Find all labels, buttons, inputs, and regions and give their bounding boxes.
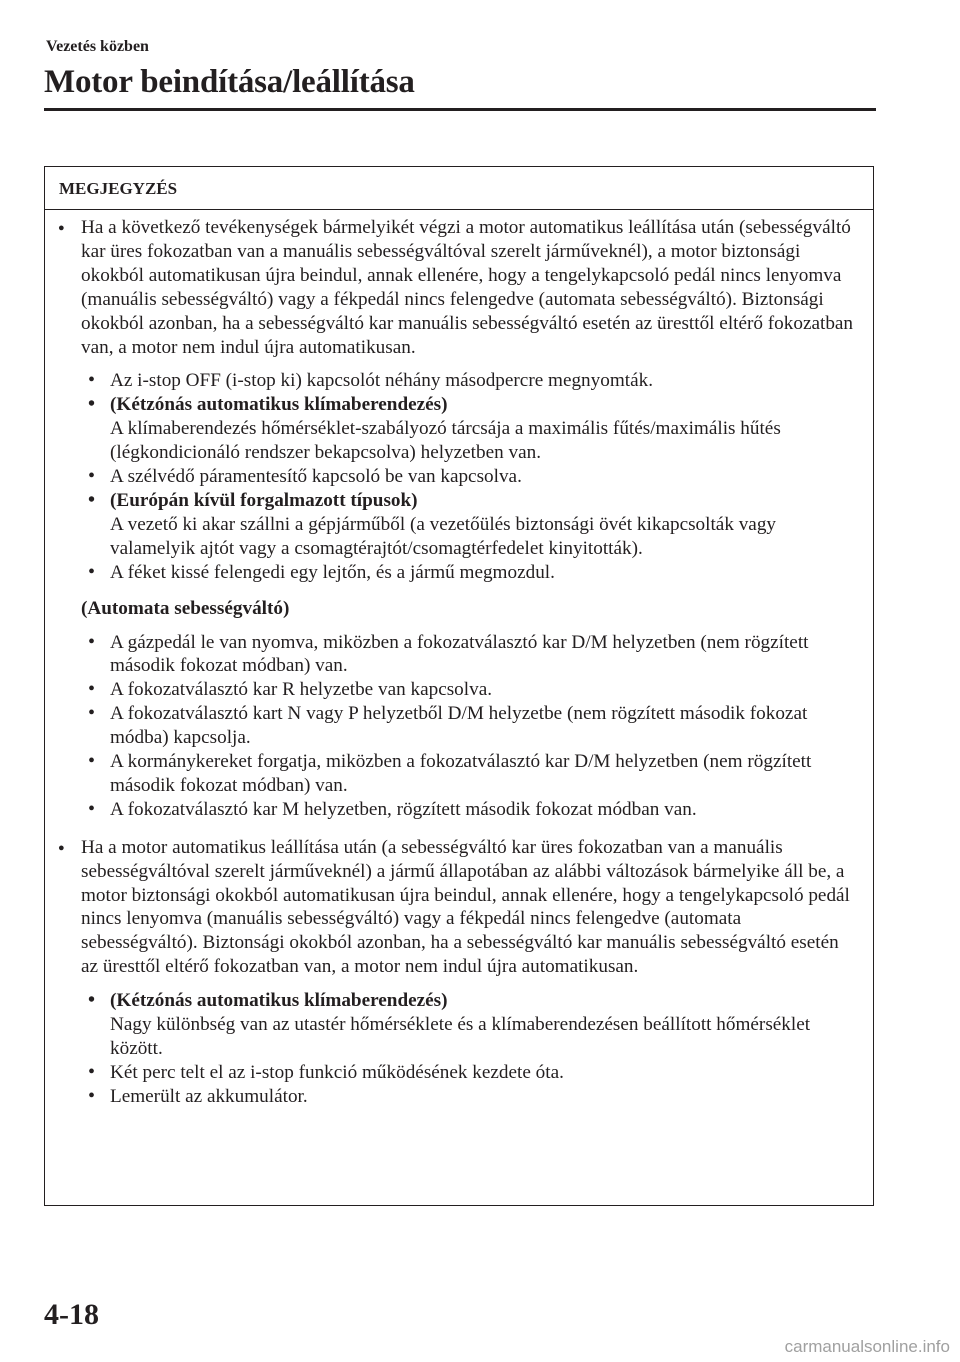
- automatic-transmission-list: [81, 631, 859, 822]
- list-item-text: Nagy különbség van az utastér hőmérséklete és a klímaberendezésen beállított hőmérséklet között.: [110, 1014, 811, 1059]
- page-number: 4-18: [44, 1298, 99, 1331]
- note-item-restart-conditions: [57, 836, 859, 1109]
- list-item-text: A fokozatválasztó kar R helyzetbe van kapcsolva.: [110, 679, 493, 701]
- restart-conditions-list: [81, 989, 859, 1109]
- note-item-restart-actions: [57, 216, 859, 822]
- list-item-heading: • (Kétzónás automatikus klímaberendezés): [110, 394, 448, 416]
- restart-actions-list: [81, 369, 859, 584]
- list-item: [81, 1085, 859, 1109]
- list-item-text: A gázpedál le van nyomva, miközben a fokozatválasztó kar D/M helyzetben (nem rögzített második fokozat módban) van.: [110, 631, 809, 677]
- list-item: [81, 989, 859, 1061]
- list-item: [81, 678, 859, 702]
- list-item-text: A klímaberendezés hőmérséklet-szabályozó tárcsája a maximális fűtés/maximális hűtés (légkondicionáló rendszer bekapcsolva) helyzetben van.: [110, 418, 781, 464]
- list-item-heading: • (Kétzónás automatikus klímaberendezés): [110, 990, 448, 1012]
- list-item-heading: • (Európán kívül forgalmazott típusok): [110, 489, 418, 511]
- watermark: carmanualsonline.info: [784, 1337, 950, 1356]
- list-item: [81, 702, 859, 750]
- list-item: [81, 631, 859, 679]
- note-body: [45, 210, 873, 1109]
- note-item-text: ● Ha a következő tevékenységek bármelyikét végzi a motor automatikus leállítása után (sebességváltó kar üres fokozatban van a manuális sebességváltóval szerelt járműveknél), a motor biztonsági okokból automatikusan újra beindul, annak ellenére, hogy a tengelykapcsoló pedál nincs lenyomva (manuális sebességváltó) vagy a fékpedál nincs felengedve (automata sebességváltó). Biztonsági okokból azonban, ha a sebességváltó kar manuális sebességváltó esetén az üresttől eltérő fokozatban van, a motor nem indul újra automatikusan.: [81, 217, 854, 358]
- section-label: Vezetés közben: [46, 38, 149, 55]
- list-item: [81, 1061, 859, 1085]
- list-item-text: A szélvédő páramentesítő kapcsoló be van kapcsolva.: [110, 466, 522, 488]
- list-item: [81, 561, 859, 585]
- list-item-text: A kormánykereket forgatja, miközben a fokozatválasztó kar D/M helyzetben (nem rögzített második fokozat módban) van.: [110, 751, 812, 796]
- list-item-text: Az i-stop OFF (i-stop ki) kapcsolót néhány másodpercre megnyomták.: [110, 370, 654, 392]
- note-item-text: ● Ha a motor automatikus leállítása után (a sebességváltó kar üres fokozatban van a manuális sebességváltóval szerelt járműveknél) a jármű állapotában az alábbi változások bármelyike áll be, a motor biztonsági okokból automatikusan újra beindul, annak ellenére, hogy a tengelykapcsoló pedál nincs lenyomva (manuális sebességváltó) vagy a fékpedál nincs felengedve (automata sebességváltó). Biztonsági okokból azonban, ha a sebességváltó kar manuális sebességváltó esetén az üresttől eltérő fokozatban van, a motor nem indul újra automatikusan.: [81, 836, 850, 978]
- note-box: [44, 166, 874, 1206]
- list-item-text: A fokozatválasztó kart N vagy P helyzetből D/M helyzetbe (nem rögzített második fokozat módba) kapcsolja.: [110, 703, 808, 749]
- note-list: [57, 216, 859, 1109]
- list-item-text: A féket kissé felengedi egy lejtőn, és a jármű megmozdul.: [110, 561, 555, 583]
- list-item: [81, 750, 859, 798]
- list-item: [81, 465, 859, 489]
- list-item: [81, 489, 859, 561]
- automatic-transmission-label: (Automata sebességváltó): [81, 597, 290, 619]
- list-item: [81, 798, 859, 822]
- list-item-text: Két perc telt el az i-stop funkció működésének kezdete óta.: [110, 1061, 564, 1083]
- list-item-text: Lemerült az akkumulátor.: [110, 1085, 308, 1107]
- list-item-text: A vezető ki akar szállni a gépjárműből (a vezetőülés biztonsági övét kikapcsolták vagy valamelyik ajtót vagy a csomagtérajtót/csomagtérfedelet kinyitották).: [110, 513, 777, 559]
- list-item: [81, 369, 859, 393]
- list-item-text: A fokozatválasztó kar M helyzetben, rögzített második fokozat módban van.: [110, 798, 697, 820]
- title-rule: [44, 108, 876, 111]
- note-heading: MEGJEGYZÉS: [45, 167, 873, 210]
- list-item: [81, 393, 859, 465]
- page-title: Motor beindítása/leállítása: [44, 64, 415, 100]
